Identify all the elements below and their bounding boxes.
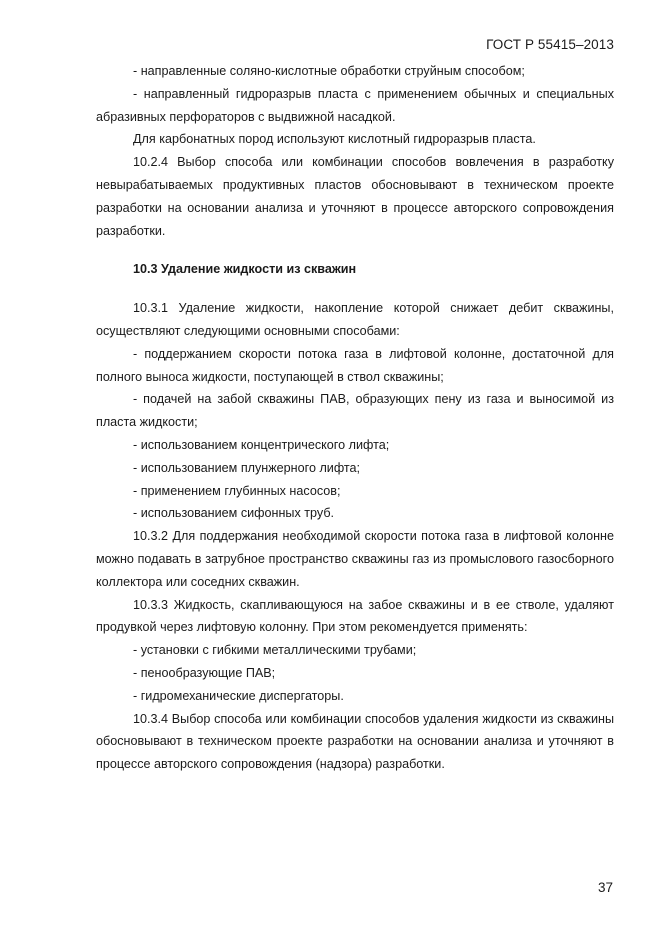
paragraph: 10.3.1 Удаление жидкости, накопление которой снижает дебит скважины, осуществляют следующими основными способами: bbox=[96, 301, 614, 338]
page-number: 37 bbox=[597, 880, 613, 895]
list-item: - использованием концентрического лифта; bbox=[133, 437, 390, 452]
paragraph: 10.3.3 Жидкость, скапливающуюся на забое скважины и в ее стволе, удаляют продувкой через лифтовую колонну. При этом рекомендуется применять: bbox=[96, 597, 614, 635]
document-header: ГОСТ Р 55415–2013 bbox=[486, 37, 614, 52]
document-body bbox=[96, 60, 614, 776]
paragraph: 10.3.4 Выбор способа или комбинации способов удаления жидкости из скважины обосновывают в техническом проекте разработки на основании анализа и уточняют в процессе авторского сопровождения (надзора) разработки. bbox=[96, 711, 614, 772]
list-item: - использованием плунжерного лифта; bbox=[133, 460, 361, 475]
section-heading: 10.3 Удаление жидкости из скважин bbox=[133, 262, 357, 277]
list-item: - гидромеханические диспергаторы. bbox=[133, 688, 344, 703]
list-item: - использованием сифонных труб. bbox=[133, 506, 335, 521]
list-item: - направленные соляно-кислотные обработки струйным способом; bbox=[133, 64, 525, 78]
list-item: - направленный гидроразрыв пласта с применением обычных и специальных абразивных перфораторов с выдвижной насадкой. bbox=[96, 86, 614, 124]
list-item: - пенообразующие ПАВ; bbox=[133, 665, 276, 680]
list-item: - применением глубинных насосов; bbox=[133, 483, 341, 498]
paragraph: 10.2.4 Выбор способа или комбинации способов вовлечения в разработку невырабатываемых продуктивных пластов обосновывают в техническом проекте разработки на основании анализа и уточняют в процессе авторского сопровождения разработки. bbox=[96, 155, 614, 238]
paragraph: Для карбонатных пород используют кислотный гидроразрыв пласта. bbox=[133, 132, 536, 147]
paragraph: 10.3.2 Для поддержания необходимой скорости потока газа в лифтовой колонне можно подавать в затрубное пространство скважины газ из промыслового газосборного коллектора или соседних скважин. bbox=[96, 529, 614, 589]
list-item: - поддержанием скорости потока газа в лифтовой колонне, достаточной для полного выноса жидкости, поступающей в ствол скважины; bbox=[96, 346, 614, 384]
list-item: - установки с гибкими металлическими трубами; bbox=[133, 643, 417, 658]
list-item: - подачей на забой скважины ПАВ, образующих пену из газа и выносимой из пласта жидкости; bbox=[96, 392, 614, 430]
